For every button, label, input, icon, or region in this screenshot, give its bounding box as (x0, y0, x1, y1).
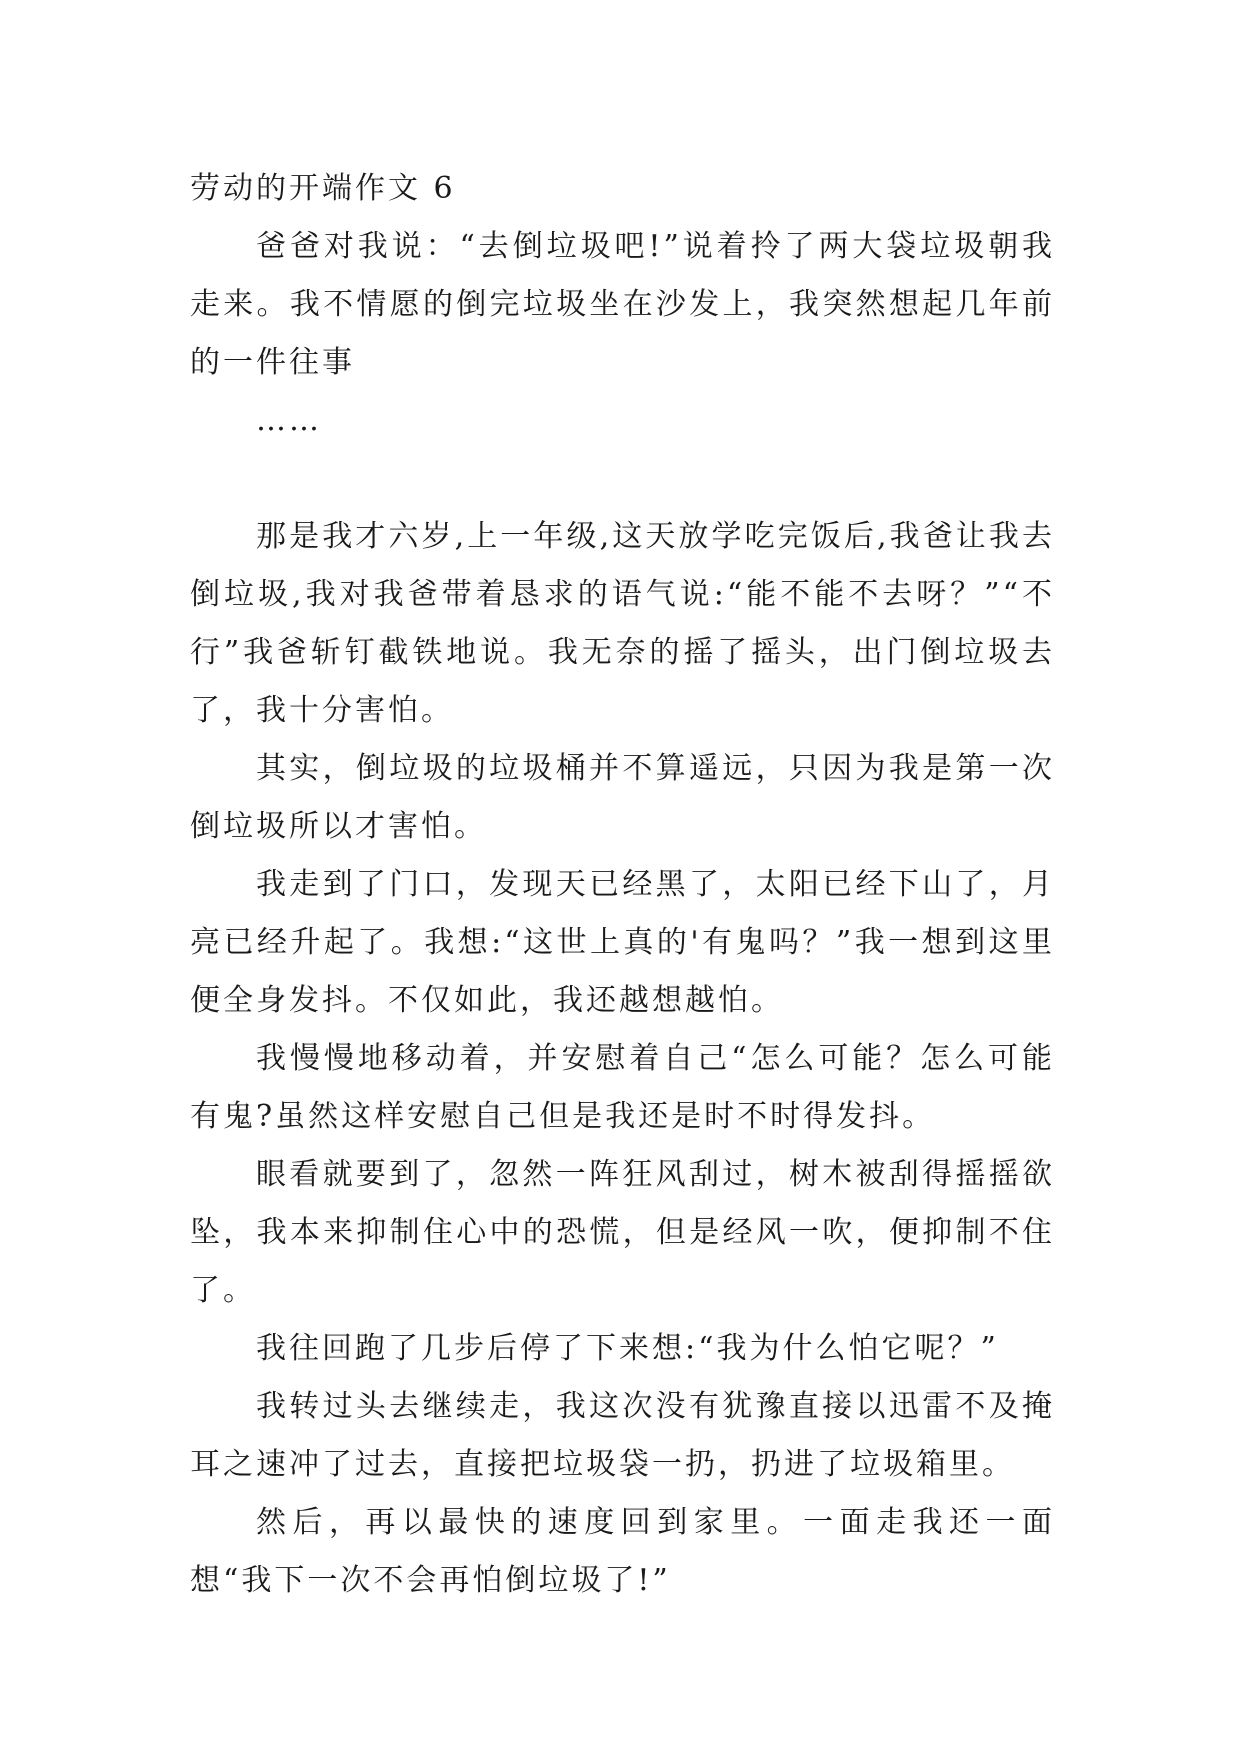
paragraph-ellipsis: …… (256, 403, 322, 438)
paragraph-3: 那是我才六岁,上一年级,这天放学吃完饭后,我爸让我去倒垃圾,我对我爸带着恳求的语气说:“能不能不去呀？”“不行”我爸斩钉截铁地说。我无奈的摇了摇头，出门倒垃圾去了，我十分害怕。 (190, 519, 1055, 728)
paragraph-4: 其实，倒垃圾的垃圾桶并不算遥远，只因为我是第一次倒垃圾所以才害怕。 (190, 751, 1055, 844)
paragraph-10: 然后，再以最快的速度回到家里。一面走我还一面想“我下一次不会再怕倒垃圾了!” (190, 1505, 1055, 1598)
document-title: 劳动的开端作文 6 (190, 171, 456, 206)
document-page (190, 160, 1055, 1610)
paragraph-5: 我走到了门口，发现天已经黑了，太阳已经下山了，月亮已经升起了。我想:“这世上真的'有鬼吗？”我一想到这里便全身发抖。不仅如此，我还越想越怕。 (190, 867, 1055, 1018)
paragraph-1: 爸爸对我说：“去倒垃圾吧!”说着拎了两大袋垃圾朝我走来。我不情愿的倒完垃圾坐在沙发上，我突然想起几年前的一件往事 (190, 229, 1055, 380)
paragraph-9: 我转过头去继续走，我这次没有犹豫直接以迅雷不及掩耳之速冲了过去，直接把垃圾袋一扔，扔进了垃圾箱里。 (190, 1389, 1055, 1482)
paragraph-6: 我慢慢地移动着，并安慰着自己“怎么可能？怎么可能有鬼?虽然这样安慰自己但是我还是时不时得发抖。 (190, 1041, 1055, 1134)
paragraph-8: 我往回跑了几步后停了下来想:“我为什么怕它呢？” (256, 1331, 999, 1366)
paragraph-7: 眼看就要到了，忽然一阵狂风刮过，树木被刮得摇摇欲坠，我本来抑制住心中的恐慌，但是经风一吹，便抑制不住了。 (190, 1157, 1055, 1308)
